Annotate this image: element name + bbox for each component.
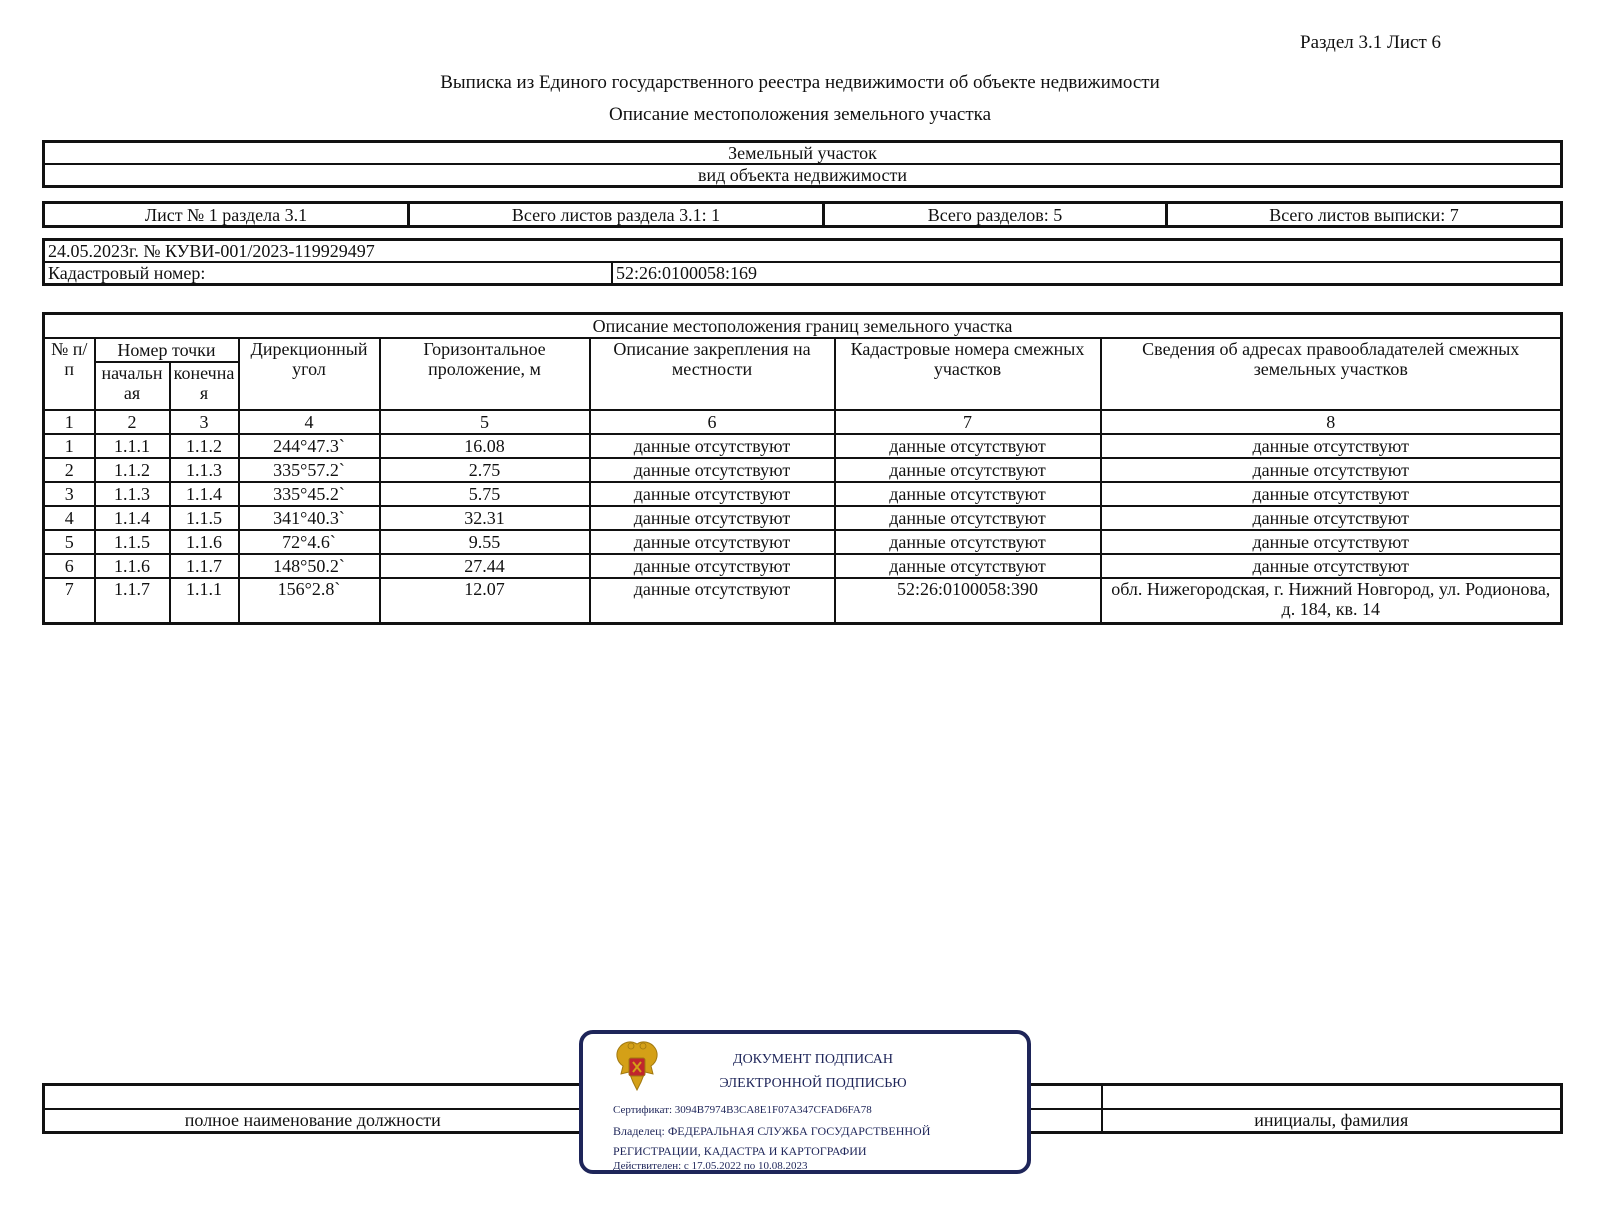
- row-fixing: данные отсутствуют: [590, 458, 835, 482]
- row-angle: 335°57.2`: [239, 458, 380, 482]
- row-adjacent: данные отсутствуют: [835, 458, 1101, 482]
- header-angle: Дирекционный угол: [239, 338, 380, 410]
- row-start-point: 1.1.7: [95, 578, 170, 624]
- stamp-validity: Действителен: с 17.05.2022 по 10.08.2023: [613, 1160, 808, 1172]
- row-start-point: 1.1.6: [95, 554, 170, 578]
- row-owner-address: данные отсутствуют: [1101, 506, 1562, 530]
- row-owner-address: данные отсутствуют: [1101, 554, 1562, 578]
- row-adjacent: данные отсутствуют: [835, 506, 1101, 530]
- table-row: [44, 530, 1562, 554]
- table-row: [44, 482, 1562, 506]
- header-num: № п/п: [44, 338, 95, 410]
- row-end-point: 1.1.4: [170, 482, 239, 506]
- column-number: 1: [44, 410, 95, 434]
- name-caption: инициалы, фамилия: [1102, 1109, 1562, 1133]
- column-number: 4: [239, 410, 380, 434]
- column-number: 6: [590, 410, 835, 434]
- document-title: Выписка из Единого государственного реестра недвижимости об объекте недвижимости: [440, 72, 1160, 93]
- row-distance: 9.55: [380, 530, 590, 554]
- row-num: 1: [44, 434, 95, 458]
- document-subtitle: Описание местоположения земельного участка: [608, 104, 992, 125]
- row-start-point: 1.1.3: [95, 482, 170, 506]
- row-angle: 335°45.2`: [239, 482, 380, 506]
- header-fixing: Описание закрепления на местности: [590, 338, 835, 410]
- object-type-caption: вид объекта недвижимости: [44, 164, 1562, 187]
- row-end-point: 1.1.2: [170, 434, 239, 458]
- table-row: [44, 434, 1562, 458]
- header-distance: Горизонтальное проложение, м: [380, 338, 590, 410]
- row-end-point: 1.1.7: [170, 554, 239, 578]
- header-point-end: конечная: [170, 362, 239, 410]
- row-adjacent: данные отсутствуют: [835, 434, 1101, 458]
- electronic-signature-stamp: [579, 1030, 1031, 1174]
- row-distance: 27.44: [380, 554, 590, 578]
- sheets-in-section: Всего листов раздела 3.1: 1: [409, 203, 824, 227]
- row-distance: 16.08: [380, 434, 590, 458]
- row-fixing: данные отсутствуют: [590, 506, 835, 530]
- object-type-value: Земельный участок: [44, 142, 1562, 165]
- header-point: Номер точки: [95, 338, 239, 362]
- position-line: [44, 1085, 582, 1109]
- row-num: 6: [44, 554, 95, 578]
- row-start-point: 1.1.1: [95, 434, 170, 458]
- row-end-point: 1.1.5: [170, 506, 239, 530]
- row-owner-address: данные отсутствуют: [1101, 530, 1562, 554]
- row-start-point: 1.1.5: [95, 530, 170, 554]
- row-angle: 341°40.3`: [239, 506, 380, 530]
- row-owner-address: данные отсутствуют: [1101, 434, 1562, 458]
- row-adjacent: данные отсутствуют: [835, 530, 1101, 554]
- row-adjacent: данные отсутствуют: [835, 482, 1101, 506]
- row-end-point: 1.1.3: [170, 458, 239, 482]
- row-adjacent: данные отсутствуют: [835, 554, 1101, 578]
- row-distance: 5.75: [380, 482, 590, 506]
- row-angle: 156°2.8`: [239, 578, 380, 624]
- row-num: 2: [44, 458, 95, 482]
- row-fixing: данные отсутствуют: [590, 482, 835, 506]
- row-end-point: 1.1.6: [170, 530, 239, 554]
- boundary-table: [42, 312, 1563, 625]
- row-owner-address: обл. Нижегородская, г. Нижний Новгород, ул. Родионова, д. 184, кв. 14: [1101, 578, 1562, 624]
- row-fixing: данные отсутствуют: [590, 434, 835, 458]
- row-owner-address: данные отсутствуют: [1101, 482, 1562, 506]
- stamp-owner-line-1: Владелец: ФЕДЕРАЛЬНАЯ СЛУЖБА ГОСУДАРСТВЕННОЙ: [613, 1124, 931, 1138]
- object-type-table: [42, 140, 1563, 188]
- column-number: 8: [1101, 410, 1562, 434]
- row-angle: 148°50.2`: [239, 554, 380, 578]
- stamp-line-1: ДОКУМЕНТ ПОДПИСАН: [733, 1052, 893, 1067]
- column-numbers-row: [44, 410, 1562, 434]
- sheet-number: Лист № 1 раздела 3.1: [44, 203, 409, 227]
- row-num: 5: [44, 530, 95, 554]
- row-end-point: 1.1.1: [170, 578, 239, 624]
- stamp-certificate: Сертификат: 3094B7974B3CA8E1F07A347CFAD6FA78: [613, 1104, 872, 1116]
- header-owners: Сведения об адресах правообладателей смежных земельных участков: [1101, 338, 1562, 410]
- row-angle: 244°47.3`: [239, 434, 380, 458]
- name-line: [1102, 1085, 1562, 1109]
- sheets-total: Всего листов выписки: 7: [1167, 203, 1562, 227]
- table-row: [44, 506, 1562, 530]
- header-adjacent: Кадастровые номера смежных участков: [835, 338, 1101, 410]
- row-num: 3: [44, 482, 95, 506]
- column-number: 7: [835, 410, 1101, 434]
- row-num: 7: [44, 578, 95, 624]
- column-number: 5: [380, 410, 590, 434]
- position-caption: полное наименование должности: [44, 1109, 582, 1133]
- row-fixing: данные отсутствуют: [590, 578, 835, 624]
- sections-total: Всего разделов: 5: [824, 203, 1167, 227]
- header-point-start: начальная: [95, 362, 170, 410]
- row-distance: 12.07: [380, 578, 590, 624]
- record-date-number: 24.05.2023г. № КУВИ-001/2023-119929497: [44, 240, 1562, 263]
- row-adjacent: 52:26:0100058:390: [835, 578, 1101, 624]
- row-fixing: данные отсутствуют: [590, 530, 835, 554]
- record-table: [42, 238, 1563, 286]
- row-start-point: 1.1.2: [95, 458, 170, 482]
- boundary-table-title: Описание местоположения границ земельного участка: [44, 314, 1562, 338]
- sheet-info-table: [42, 201, 1563, 228]
- row-num: 4: [44, 506, 95, 530]
- row-angle: 72°4.6`: [239, 530, 380, 554]
- stamp-line-2: ЭЛЕКТРОННОЙ ПОДПИСЬЮ: [719, 1076, 907, 1091]
- column-number: 3: [170, 410, 239, 434]
- row-fixing: данные отсутствуют: [590, 554, 835, 578]
- row-distance: 2.75: [380, 458, 590, 482]
- cadastral-label: Кадастровый номер:: [44, 262, 613, 285]
- table-row: [44, 458, 1562, 482]
- stamp-owner-line-2: РЕГИСТРАЦИИ, КАДАСТРА И КАРТОГРАФИИ: [613, 1144, 867, 1158]
- column-number: 2: [95, 410, 170, 434]
- coat-of-arms-icon: [611, 1038, 663, 1094]
- cadastral-number: 52:26:0100058:169: [612, 262, 1562, 285]
- table-row: [44, 578, 1562, 624]
- row-distance: 32.31: [380, 506, 590, 530]
- row-owner-address: данные отсутствуют: [1101, 458, 1562, 482]
- table-row: [44, 554, 1562, 578]
- section-sheet-label: Раздел 3.1 Лист 6: [1300, 32, 1442, 53]
- row-start-point: 1.1.4: [95, 506, 170, 530]
